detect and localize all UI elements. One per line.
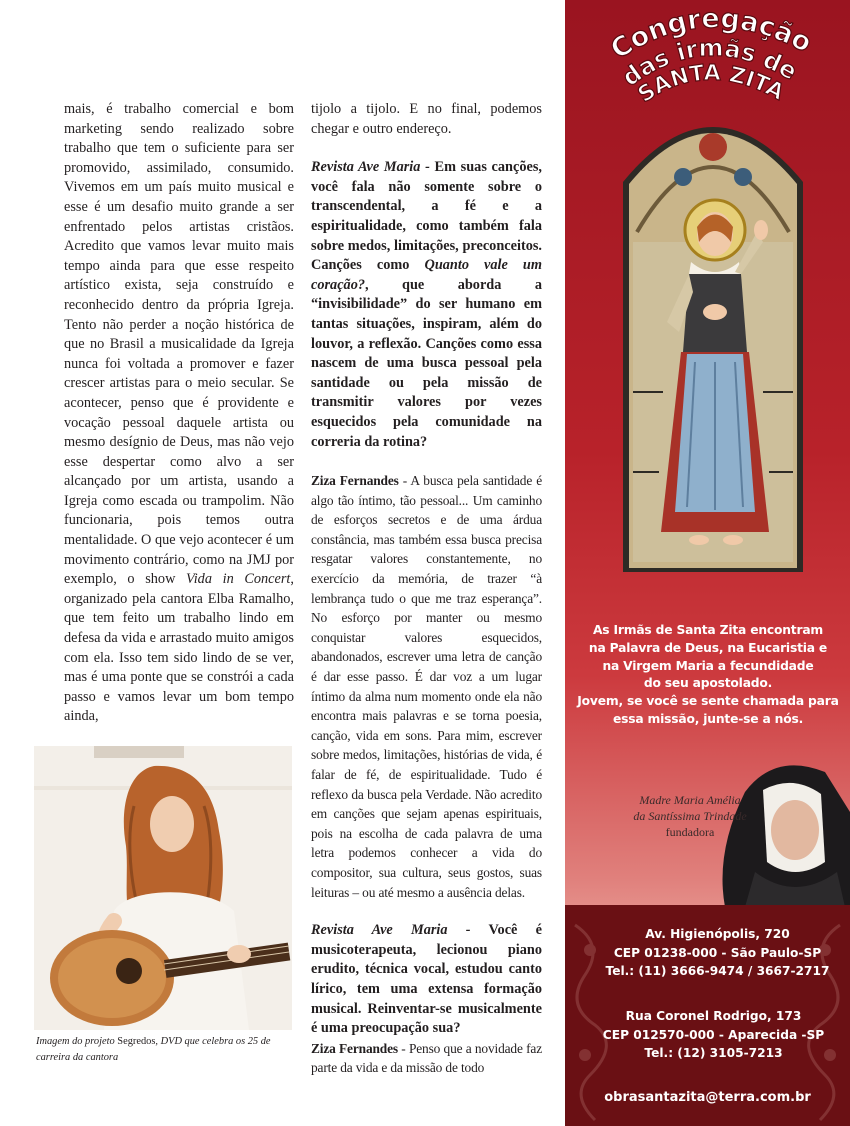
song-title: Quanto vale um coração? — [311, 257, 542, 293]
interviewer-label: Revista Ave Maria - — [311, 922, 471, 939]
guitarist-illustration — [34, 746, 292, 1030]
ad-contact-panel — [565, 905, 850, 1126]
article-column-1 — [64, 100, 294, 727]
question-1: Revista Ave Maria - Em suas canções, você fala não somente sobre o transcendental, a fé e a espiritualidade, como também fala sobre medos, limitações, preconceitos. Canções como Quanto vale um coração?, que aborda a “invisibilidade” do ser humano em tantas situações, inspiram, além do louvor, a reflexão. Canções como essa nascem de uma busca pessoal pela santidade ou pela missão de transmitir valores por vezes esquecidos pela comunidade na correria da rotina? — [311, 159, 542, 450]
ad-title-line-1: Congregação — [605, 3, 817, 66]
ad-title-line-3: SANTA ZITA — [633, 60, 788, 109]
address-sao-paulo: Av. Higienópolis, 720 CEP 01238-000 - São Paulo-SP Tel.: (11) 3666-9474 / 3667-2717 — [605, 927, 830, 978]
santa-zita-advertisement — [565, 0, 850, 1126]
interviewee-label: Ziza Fernandes — [311, 1040, 398, 1056]
interviewer-label: Revista Ave Maria - — [311, 159, 430, 176]
show-title: Vida in Concert — [186, 571, 291, 588]
stained-glass-window — [623, 92, 803, 572]
contact-email[interactable]: obrasantazita@terra.com.br — [604, 1090, 811, 1105]
photo-caption: Imagem do projeto Segredos, DVD que celebra os 25 de carreira da cantora — [36, 1036, 271, 1063]
ad-message: As Irmãs de Santa Zita encontram na Palavra de Deus, na Eucaristia e na Virgem Maria a fecundidade do seu apostolado. Jovem, se você se sente chamada para essa missão, junte-se a nós. — [577, 623, 839, 726]
address-aparecida: Rua Coronel Rodrigo, 173 CEP 012570-000 - Aparecida -SP Tel.: (12) 3105-7213 — [602, 1009, 825, 1060]
article-column-2 — [311, 100, 542, 1078]
paragraph: tijolo a tijolo. E no final, podemos chegar e outro endereço. — [311, 101, 542, 137]
paragraph: mais, é trabalho comercial e bom marketing sendo realizado sobre trabalho que tem o suficiente para ser promovido, assimilado, consumido. Vivemos em um país muito musical e esse é um desafio muito grande a ser enfrentado pelos artistas cristãos. Acredito que vamos levar muito mais tempo ainda para que esse respeito artístico exista, seja construído e reconhecido dentro da própria Igreja. Tento não perder a noção histórica de que no Brasil a musicalidade da Igreja nunca foi voltada a promover e fazer crescer artistas para o meio secular. Se acontecer, penso que é providente e vocação pessoal daquele artista ou mesmo desígnio de Deus, mas não vejo esse despertar como alvo a ser alcançado por um artista, usando a Igreja como escada ou trampolim. Não funcionaria, pois temos outra mentalidade. O que vejo acontecer é um movimento contrário, como na JMJ por exemplo, o show Vida in Concert, organizado pela cantora Elba Ramalho, que tem feito um trabalho lindo em defesa da vida e arrastado muito amigos com ela. Isso tem sido lindo de se ver, mas é uma ponte que se constrói a cada passo e vamos levar um bom tempo ainda, — [64, 101, 294, 725]
ad-title-line-2: das irmãs de — [617, 33, 802, 92]
answer-2: Ziza Fernandes - Penso que a novidade faz parte da vida e da missão de todo — [311, 1040, 543, 1076]
singer-photo — [34, 746, 292, 1030]
founder-caption: Madre Maria Amélia da Santíssima Trindade fundadora — [633, 793, 747, 839]
interviewee-label: Ziza Fernandes — [311, 473, 399, 489]
question-2: Revista Ave Maria - Você é musicoterapeuta, lecionou piano erudito, técnica vocal, estudou canto lírico, tem uma extensa formação musical. Reinventar-se musicalmente é uma preocupação sua? — [311, 922, 542, 1037]
answer-1: Ziza Fernandes - A busca pela santidade é algo tão íntimo, tão pessoal... Um caminho de esforços secretos e de uma árdua constância, mas também essa busca precisa resgatar valores constantemente, no exercício da memória, de trazer “à lembrança tudo o que me traz esperança”. No esforço por manter ou mesmo conquistar valores esquecidos, abandonados, escrever uma letra de canção é dar esse passo. É dar voz a um lugar íntimo da alma num momento onde ela não encontra mais palavras e se torna poesia, canção, vida em sons. Para mim, escrever sobre medos, limitações, histórias de vida, é falar de fé, de espiritualidade. Tudo é reflexo da busca pela Verdade. Não acredito em canções que sejam apenas espirituais, pois na escolha de cada palavra de uma letra podemos conhecer a vida do compositor, sua cultura, seus gostos, suas leituras – ou até mesmo a ausência delas. — [311, 473, 542, 900]
